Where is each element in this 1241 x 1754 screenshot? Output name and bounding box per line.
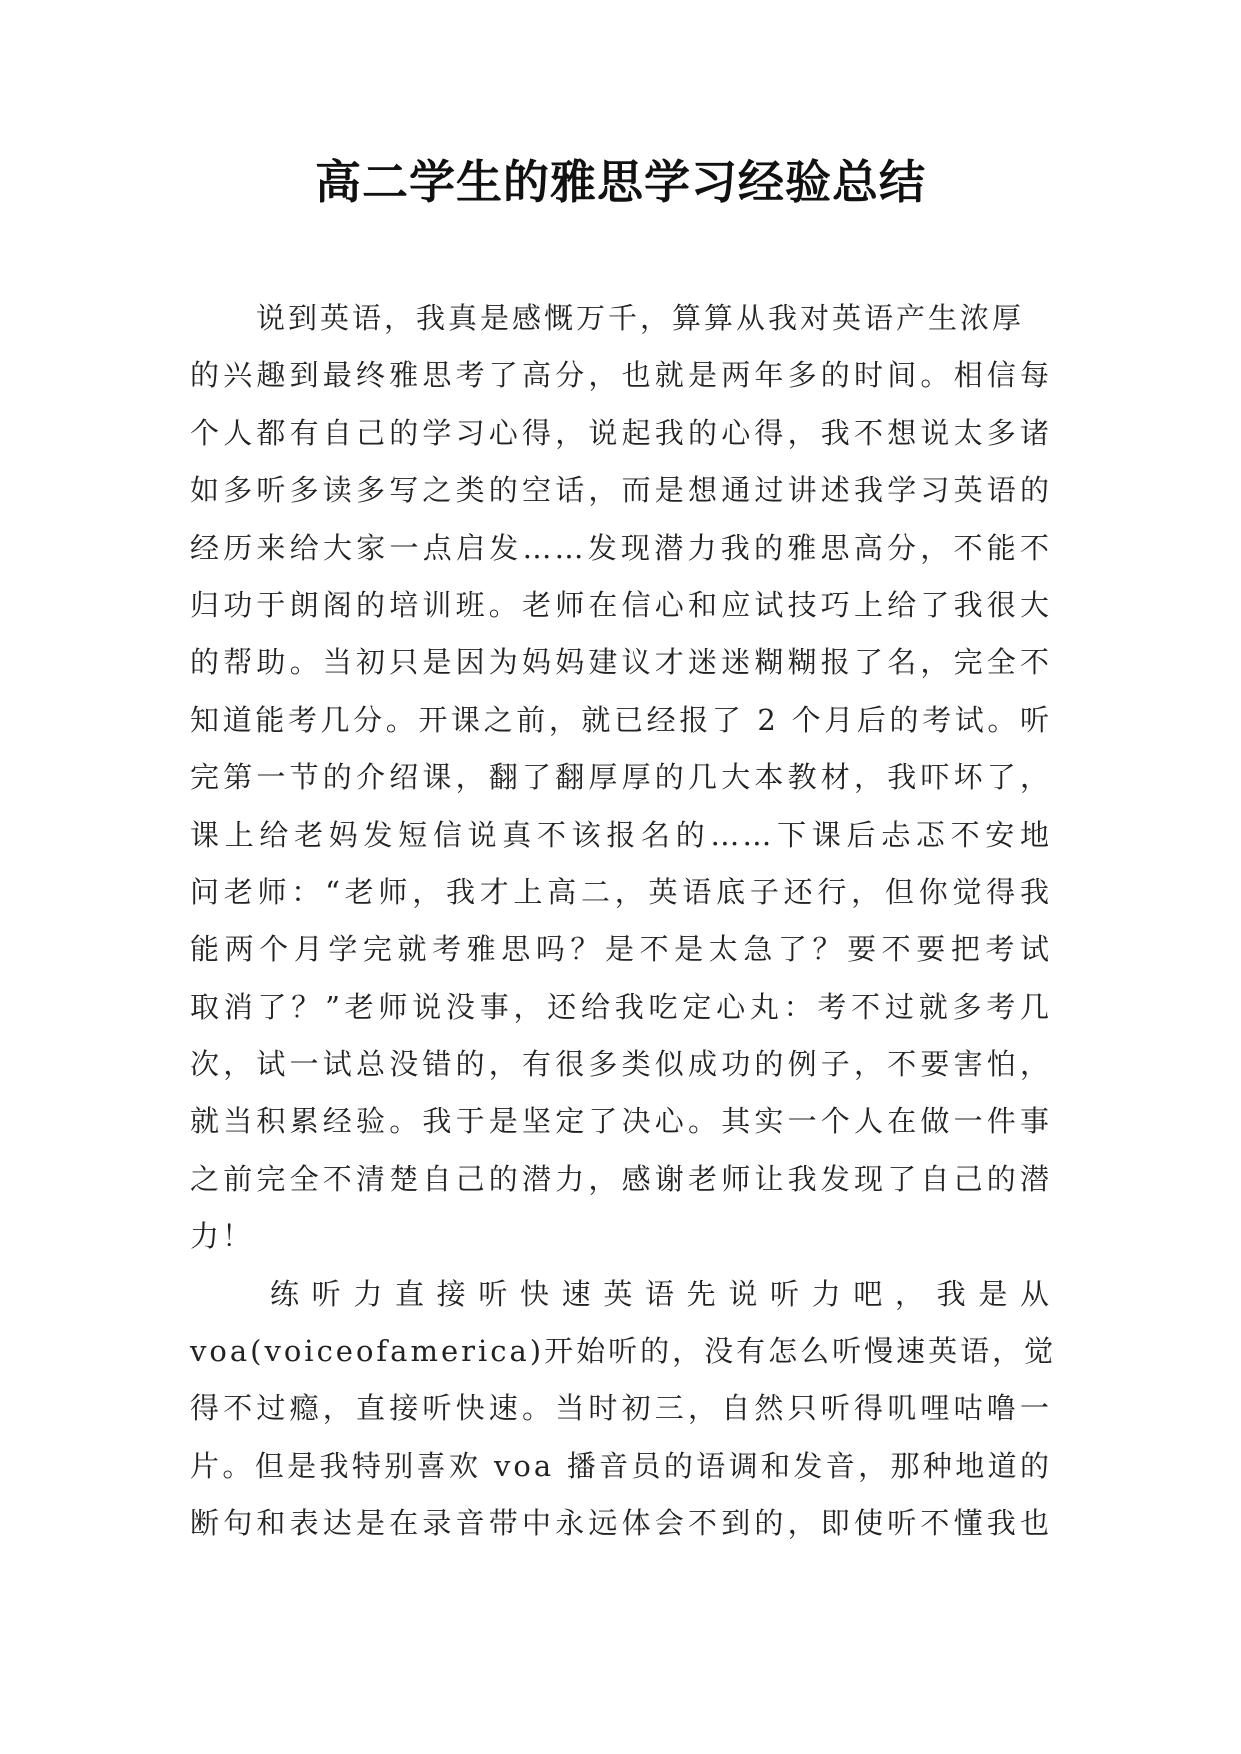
paragraph-2-line: 片。但是我特别喜欢 voa 播音员的语调和发音，那种地道的 [190, 1448, 1052, 1483]
paragraph-1-line: 课上给老妈发短信说真不该报名的……下课后忐忑不安地 [190, 817, 1052, 852]
document-body [190, 290, 1057, 1553]
paragraph-1-line: 之前完全不清楚自己的潜力，感谢老师让我发现了自己的潜 [190, 1161, 1052, 1196]
paragraph-1-line: 完第一节的介绍课，翻了翻厚厚的几大本教材，我吓坏了， [190, 760, 1052, 795]
paragraph-1-line: 说到英语，我真是感慨万千，算算从我对英语产生浓厚 [256, 301, 1025, 335]
paragraph-1-line: 归功于朗阁的培训班。老师在信心和应试技巧上给了我很大 [190, 587, 1052, 622]
paragraph-1-line: 力！ [190, 1219, 255, 1254]
paragraph-2-line: voa(voiceofamerica)开始听的，没有怎么听慢速英语，觉 [190, 1334, 1057, 1369]
paragraph-2-line: 练听力直接听快速英语先说听力吧，我是从 [270, 1276, 1052, 1311]
paragraph-1-line: 能两个月学完就考雅思吗？是不是太急了？要不要把考试 [190, 932, 1052, 967]
paragraph-2-line: 得不过瘾，直接听快速。当时初三，自然只听得叽哩咕噜一 [190, 1391, 1052, 1426]
paragraph-1-line: 的兴趣到最终雅思考了高分，也就是两年多的时间。相信每 [190, 358, 1052, 393]
paragraph-2-line: 断句和表达是在录音带中永远体会不到的，即使听不懂我也 [190, 1506, 1052, 1541]
paragraph-1-line: 知道能考几分。开课之前，就已经报了 2 个月后的考试。听 [190, 702, 1052, 737]
paragraph-1-line: 的帮助。当初只是因为妈妈建议才迷迷糊糊报了名，完全不 [190, 645, 1052, 680]
paragraph-1-line: 就当积累经验。我于是坚定了决心。其实一个人在做一件事 [190, 1104, 1052, 1139]
paragraph-1-line: 问老师：“老师，我才上高二，英语底子还行，但你觉得我 [190, 874, 1052, 909]
paragraph-1-line: 如多听多读多写之类的空话，而是想通过讲述我学习英语的 [190, 473, 1052, 508]
paragraph-1-line: 次，试一试总没错的，有很多类似成功的例子，不要害怕， [190, 1047, 1052, 1082]
paragraph-1-line: 个人都有自己的学习心得，说起我的心得，我不想说太多诸 [190, 415, 1052, 450]
document-title: 高二学生的雅思学习经验总结 [315, 155, 926, 209]
paragraph-1-line: 经历来给大家一点启发……发现潜力我的雅思高分，不能不 [190, 530, 1052, 565]
paragraph-1-line: 取消了？”老师说没事，还给我吃定心丸：考不过就多考几 [190, 989, 1052, 1024]
